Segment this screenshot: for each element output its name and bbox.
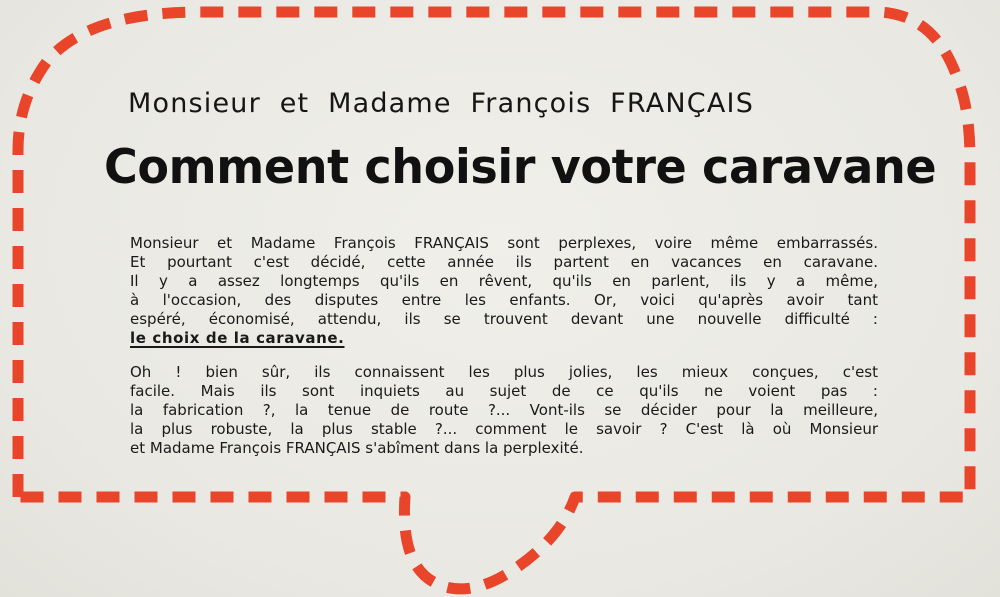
emphasis-choice-of-caravan: le choix de la caravane.: [130, 329, 345, 347]
subtitle-names: Monsieur et Madame François FRANÇAIS: [128, 88, 755, 119]
text-line: Monsieur et Madame François FRANÇAIS sont perplexes, voire même embarrassés.: [130, 234, 878, 252]
text-line: Il y a assez longtemps qu'ils en rêvent, qu'ils en parlent, ils y a même,: [130, 272, 878, 290]
text-line: la plus robuste, la plus stable ?... comment le savoir ? C'est là où Monsieur: [130, 420, 878, 438]
text-line: la fabrication ?, la tenue de route ?... Vont-ils se décider pour la meilleure,: [130, 401, 878, 419]
text-line: et Madame François FRANÇAIS s'abîment dans la perplexité.: [130, 439, 584, 457]
paragraph-worries: [130, 363, 878, 458]
text-line: à l'occasion, des disputes entre les enfants. Or, voici qu'après avoir tant: [130, 291, 878, 309]
text-line: Oh ! bien sûr, ils connaissent les plus jolies, les mieux conçues, c'est: [130, 363, 878, 381]
text-line: Et pourtant c'est décidé, cette année ils partent en vacances en caravane.: [130, 253, 878, 271]
paragraph-intro: [130, 234, 878, 348]
text-line: [130, 329, 878, 348]
text-line: espéré, économisé, attendu, ils se trouvent devant une nouvelle difficulté :: [130, 310, 878, 328]
page-title: Comment choisir votre caravane: [104, 140, 937, 195]
text-line: facile. Mais ils sont inquiets au sujet de ce qu'ils ne voient pas :: [130, 382, 878, 400]
